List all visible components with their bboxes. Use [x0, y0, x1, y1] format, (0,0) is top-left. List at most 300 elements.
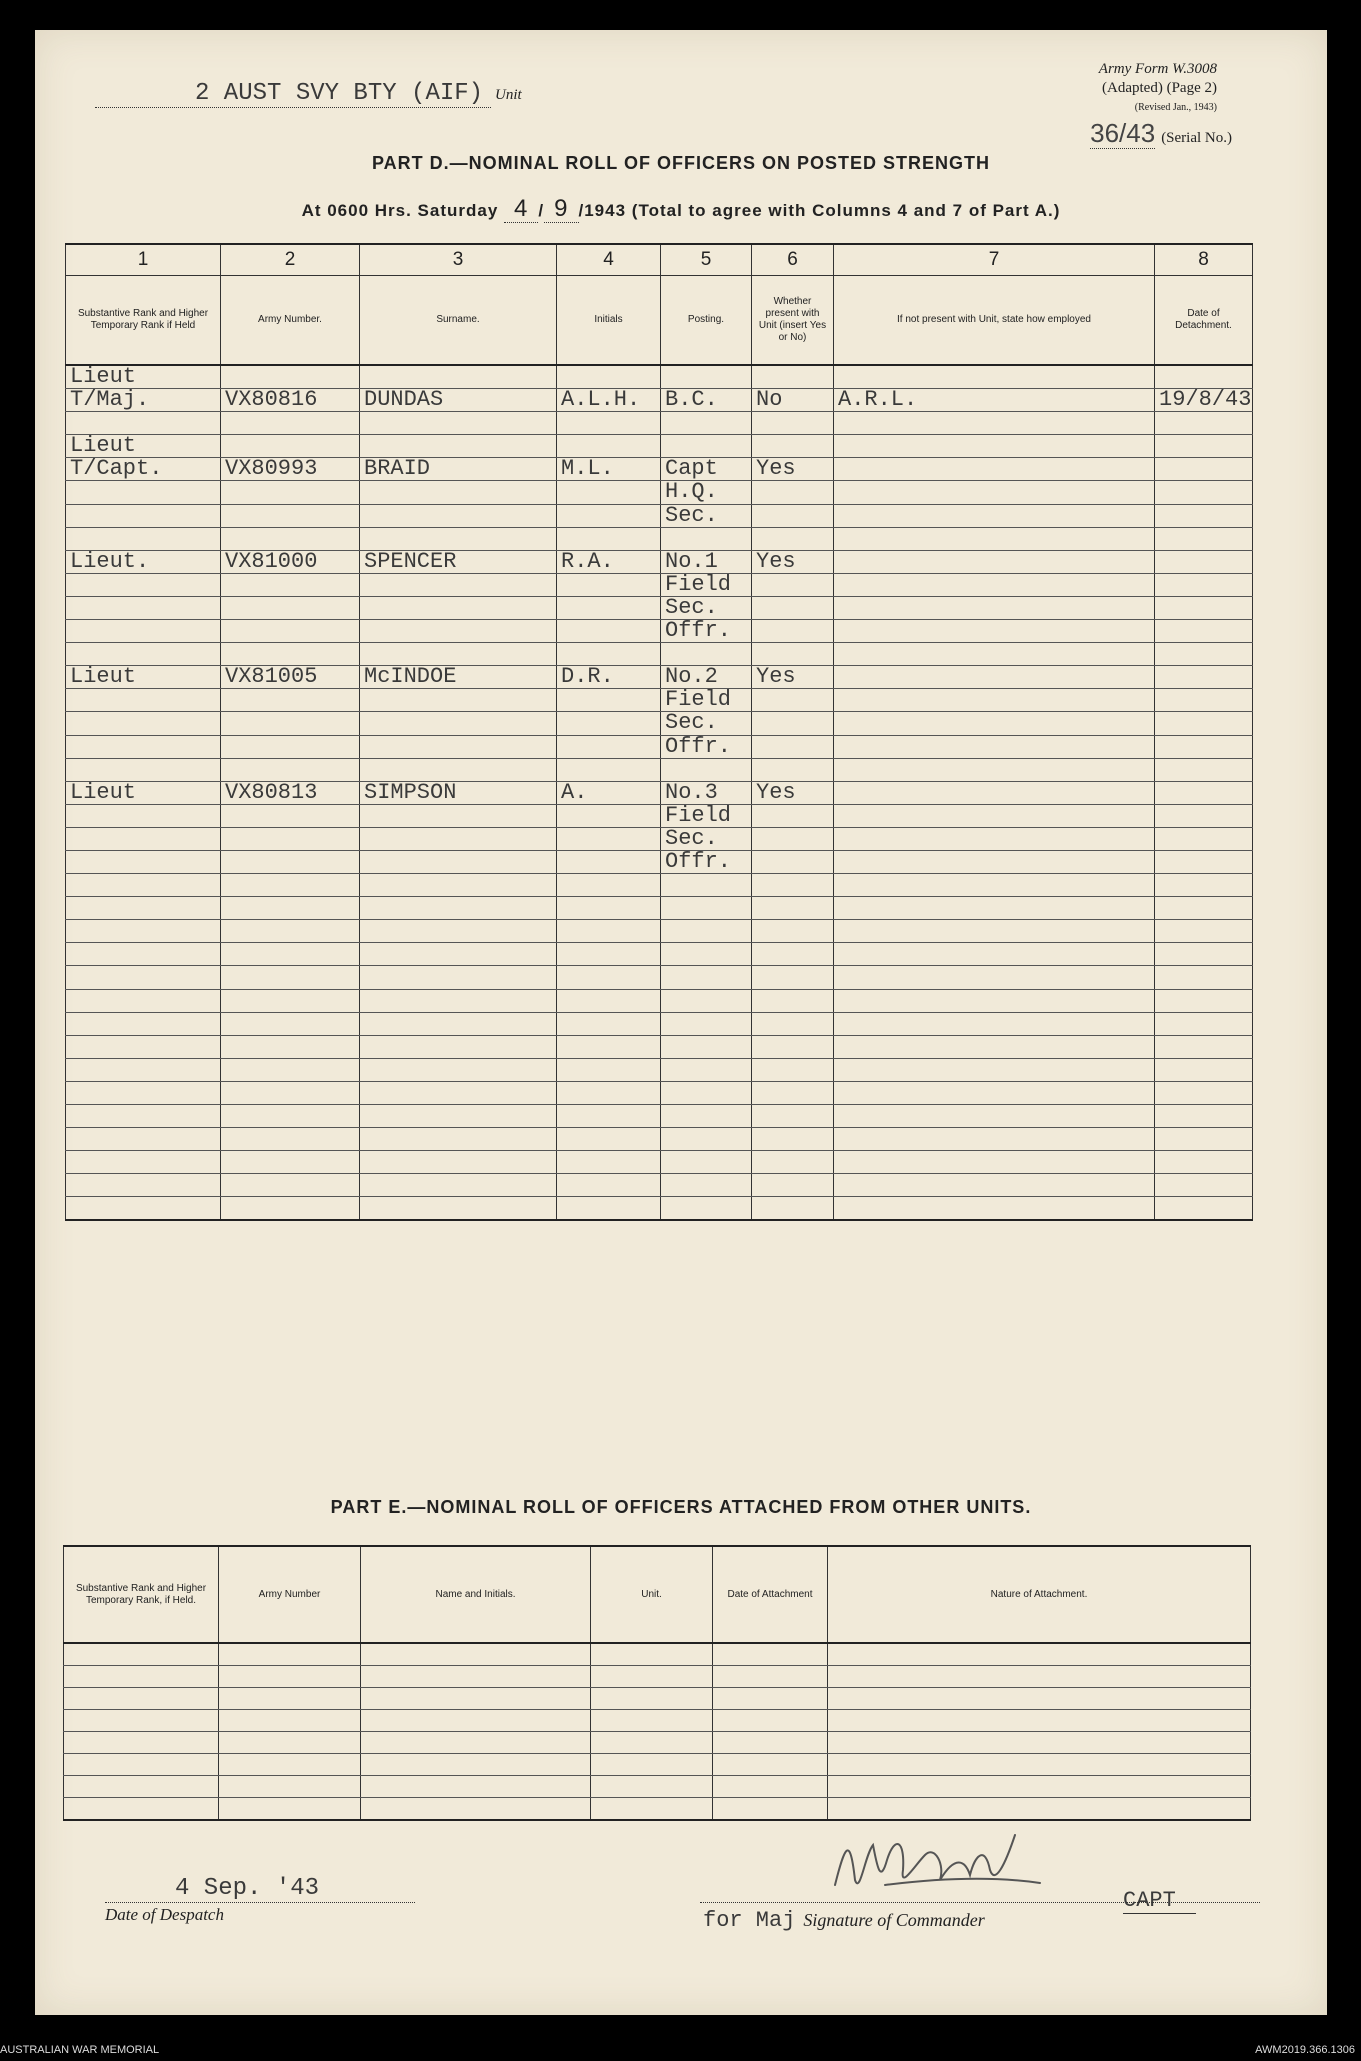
table-row	[66, 527, 1253, 550]
table-cell	[219, 1798, 361, 1821]
table-cell: Yes	[752, 458, 834, 481]
table-cell	[66, 1105, 221, 1128]
signature-label: Signature of Commander	[803, 1910, 985, 1930]
table-cell: VX81000	[221, 550, 360, 573]
table-cell	[591, 1666, 713, 1688]
table-cell	[360, 966, 557, 989]
serial-label: (Serial No.)	[1161, 130, 1232, 146]
table-cell	[752, 897, 834, 920]
table-cell	[834, 1197, 1155, 1221]
table-cell	[557, 504, 661, 527]
table-cell	[557, 943, 661, 966]
table-cell	[1155, 435, 1253, 458]
table-cell	[361, 1732, 591, 1754]
table-cell	[752, 1105, 834, 1128]
table-cell	[221, 596, 360, 619]
archive-tag: AUSTRALIAN WAR MEMORIAL	[0, 2044, 160, 2056]
table-cell: No	[752, 389, 834, 412]
table-cell	[221, 827, 360, 850]
table-cell	[221, 435, 360, 458]
table-cell	[557, 435, 661, 458]
table-cell	[1155, 365, 1253, 389]
table-cell	[221, 689, 360, 712]
table-cell	[360, 1151, 557, 1174]
table-cell	[66, 643, 221, 666]
table-cell: Lieut	[66, 365, 221, 389]
table-cell: Yes	[752, 666, 834, 689]
table-cell	[752, 758, 834, 781]
date-month: 9	[544, 195, 578, 223]
table-cell	[661, 989, 752, 1012]
column-number: 5	[661, 244, 752, 276]
table-row	[66, 874, 1253, 897]
table-cell	[1155, 1081, 1253, 1104]
table-cell	[752, 1151, 834, 1174]
table-cell	[591, 1710, 713, 1732]
army-form-reference	[1099, 60, 1217, 117]
table-cell	[360, 435, 557, 458]
table-cell: R.A.	[557, 550, 661, 573]
table-cell	[1155, 989, 1253, 1012]
table-cell	[1155, 897, 1253, 920]
table-row	[66, 1174, 1253, 1197]
table-cell	[834, 1174, 1155, 1197]
table-cell	[221, 1197, 360, 1221]
table-cell: Lieut	[66, 666, 221, 689]
table-cell	[221, 643, 360, 666]
table-cell: SIMPSON	[360, 781, 557, 804]
table-cell	[834, 874, 1155, 897]
table-cell	[66, 850, 221, 873]
table-cell	[1155, 550, 1253, 573]
table-row	[66, 735, 1253, 758]
table-row	[64, 1688, 1251, 1710]
table-cell	[360, 850, 557, 873]
table-cell	[360, 1197, 557, 1221]
table-row	[66, 966, 1253, 989]
at-prefix: At 0600 Hrs. Saturday	[301, 201, 499, 220]
table-cell	[828, 1732, 1251, 1754]
table-cell	[66, 1151, 221, 1174]
table-cell	[591, 1688, 713, 1710]
table-cell	[752, 989, 834, 1012]
table-cell	[752, 527, 834, 550]
table-cell	[834, 504, 1155, 527]
table-row	[66, 573, 1253, 596]
commander-rank: CAPT	[1123, 1888, 1196, 1914]
table-cell	[1155, 666, 1253, 689]
table-cell	[66, 897, 221, 920]
column-header: Unit.	[591, 1546, 713, 1643]
table-cell	[834, 897, 1155, 920]
table-cell	[557, 1035, 661, 1058]
table-cell: Yes	[752, 781, 834, 804]
column-header: Surname.	[360, 276, 557, 366]
serial-value: 36/43	[1090, 118, 1156, 148]
table-cell	[66, 966, 221, 989]
table-row	[66, 412, 1253, 435]
table-cell	[557, 758, 661, 781]
table-cell	[360, 874, 557, 897]
table-cell	[713, 1754, 828, 1776]
column-number: 6	[752, 244, 834, 276]
table-cell	[752, 1197, 834, 1221]
table-cell	[360, 1128, 557, 1151]
table-cell	[557, 689, 661, 712]
table-cell	[557, 1151, 661, 1174]
table-cell	[752, 827, 834, 850]
table-cell	[752, 712, 834, 735]
table-row	[66, 943, 1253, 966]
table-cell: McINDOE	[360, 666, 557, 689]
table-cell	[1155, 1035, 1253, 1058]
part-e-table	[63, 1545, 1251, 1821]
date-year: /1943	[578, 201, 627, 220]
table-cell	[1155, 1151, 1253, 1174]
table-cell	[661, 412, 752, 435]
table-cell	[661, 758, 752, 781]
table-cell	[834, 1035, 1155, 1058]
table-cell	[828, 1776, 1251, 1798]
table-cell	[361, 1754, 591, 1776]
table-cell	[752, 874, 834, 897]
archive-id: AWM2019.366.1306	[1255, 2044, 1355, 2056]
table-cell	[752, 735, 834, 758]
table-cell	[557, 1081, 661, 1104]
table-cell	[64, 1666, 219, 1688]
table-cell	[221, 1012, 360, 1035]
table-cell	[1155, 781, 1253, 804]
table-cell	[752, 920, 834, 943]
table-cell	[221, 920, 360, 943]
table-row	[66, 1035, 1253, 1058]
table-cell	[557, 874, 661, 897]
table-cell	[1155, 527, 1253, 550]
table-cell	[64, 1732, 219, 1754]
table-row	[64, 1776, 1251, 1798]
table-cell	[752, 620, 834, 643]
table-cell	[661, 874, 752, 897]
table-cell	[752, 412, 834, 435]
table-cell	[66, 989, 221, 1012]
table-cell	[661, 897, 752, 920]
table-cell	[557, 527, 661, 550]
part-d-table	[65, 243, 1253, 1221]
table-cell	[1155, 573, 1253, 596]
table-cell	[713, 1643, 828, 1666]
table-cell: Offr.	[661, 850, 752, 873]
table-cell	[834, 827, 1155, 850]
table-cell	[591, 1732, 713, 1754]
table-cell	[557, 1128, 661, 1151]
table-cell	[834, 758, 1155, 781]
table-cell	[360, 481, 557, 504]
table-cell	[752, 966, 834, 989]
table-cell	[1155, 735, 1253, 758]
table-cell	[360, 1012, 557, 1035]
table-cell	[834, 943, 1155, 966]
table-cell	[221, 527, 360, 550]
for-text: for Maj	[703, 1908, 796, 1933]
table-cell	[557, 989, 661, 1012]
table-cell	[361, 1666, 591, 1688]
table-cell	[360, 596, 557, 619]
despatch-block	[105, 1875, 415, 1925]
table-cell	[66, 1035, 221, 1058]
column-header: Posting.	[661, 276, 752, 366]
table-cell	[557, 1058, 661, 1081]
table-row	[66, 989, 1253, 1012]
column-header: Army Number.	[221, 276, 360, 366]
table-cell	[591, 1776, 713, 1798]
table-row	[64, 1666, 1251, 1688]
table-cell	[219, 1643, 361, 1666]
column-header: If not present with Unit, state how employed	[834, 276, 1155, 366]
table-cell	[361, 1643, 591, 1666]
table-row	[66, 481, 1253, 504]
table-cell	[66, 1197, 221, 1221]
table-cell	[661, 1197, 752, 1221]
table-cell	[752, 481, 834, 504]
table-cell	[221, 1035, 360, 1058]
table-cell	[828, 1710, 1251, 1732]
table-cell	[713, 1710, 828, 1732]
table-cell	[1155, 712, 1253, 735]
column-number: 2	[221, 244, 360, 276]
table-cell	[834, 550, 1155, 573]
table-cell	[557, 643, 661, 666]
table-cell	[752, 1035, 834, 1058]
table-cell	[1155, 758, 1253, 781]
table-cell: No.3	[661, 781, 752, 804]
table-cell	[834, 966, 1155, 989]
table-cell	[661, 1012, 752, 1035]
table-cell: A.L.H.	[557, 389, 661, 412]
table-cell	[221, 365, 360, 389]
form-revised: (Revised Jan., 1943)	[1134, 102, 1217, 113]
table-cell	[360, 758, 557, 781]
serial-number	[1090, 118, 1232, 149]
table-cell	[221, 966, 360, 989]
table-cell: M.L.	[557, 458, 661, 481]
table-row	[64, 1643, 1251, 1666]
table-cell: Sec.	[661, 504, 752, 527]
table-row	[66, 1151, 1253, 1174]
table-cell	[64, 1776, 219, 1798]
table-cell	[661, 1058, 752, 1081]
table-cell: T/Capt.	[66, 458, 221, 481]
table-cell: VX80993	[221, 458, 360, 481]
table-cell	[834, 1128, 1155, 1151]
table-cell	[221, 1174, 360, 1197]
column-header: Substantive Rank and Higher Temporary Rank if Held	[66, 276, 221, 366]
table-row	[66, 666, 1253, 689]
table-cell	[752, 943, 834, 966]
table-cell	[1155, 689, 1253, 712]
column-number: 1	[66, 244, 221, 276]
table-cell	[1155, 643, 1253, 666]
table-cell	[1155, 1058, 1253, 1081]
table-cell	[66, 504, 221, 527]
table-cell	[360, 920, 557, 943]
table-cell	[828, 1688, 1251, 1710]
table-cell	[66, 758, 221, 781]
table-cell: Sec.	[661, 596, 752, 619]
table-cell: SPENCER	[360, 550, 557, 573]
column-number: 4	[557, 244, 661, 276]
column-header: Whether present with Unit (insert Yes or No)	[752, 276, 834, 366]
table-row	[66, 458, 1253, 481]
table-cell	[1155, 596, 1253, 619]
column-header: Army Number	[219, 1546, 361, 1643]
table-cell	[834, 1151, 1155, 1174]
table-cell	[834, 458, 1155, 481]
table-cell	[360, 620, 557, 643]
table-cell	[591, 1643, 713, 1666]
table-cell: VX80813	[221, 781, 360, 804]
table-cell	[64, 1688, 219, 1710]
despatch-date: 4 Sep. '43	[105, 1875, 415, 1903]
table-cell: Offr.	[661, 735, 752, 758]
table-cell	[834, 435, 1155, 458]
table-cell	[834, 620, 1155, 643]
table-cell	[834, 596, 1155, 619]
table-cell	[834, 666, 1155, 689]
table-cell	[219, 1754, 361, 1776]
signature-block	[703, 1908, 985, 1933]
table-cell	[661, 1174, 752, 1197]
table-cell	[557, 735, 661, 758]
part-d-title: PART D.—NOMINAL ROLL OF OFFICERS ON POSTED STRENGTH	[371, 153, 990, 173]
table-cell: H.Q.	[661, 481, 752, 504]
table-cell	[1155, 1174, 1253, 1197]
column-number: 7	[834, 244, 1155, 276]
table-cell	[713, 1666, 828, 1688]
table-cell	[219, 1710, 361, 1732]
table-cell: Capt	[661, 458, 752, 481]
table-row	[66, 804, 1253, 827]
table-row	[66, 712, 1253, 735]
table-cell	[360, 943, 557, 966]
form-number: Army Form W.3008	[1098, 61, 1217, 77]
table-cell	[219, 1776, 361, 1798]
table-cell	[66, 1012, 221, 1035]
table-cell	[834, 735, 1155, 758]
table-cell: Yes	[752, 550, 834, 573]
table-cell: Field	[661, 689, 752, 712]
table-cell	[66, 620, 221, 643]
unit-label: Unit	[495, 87, 522, 103]
column-number: 3	[360, 244, 557, 276]
table-row	[64, 1710, 1251, 1732]
table-cell	[66, 1081, 221, 1104]
table-cell: Field	[661, 573, 752, 596]
table-row	[66, 643, 1253, 666]
table-cell	[66, 481, 221, 504]
table-cell	[221, 504, 360, 527]
table-cell	[1155, 804, 1253, 827]
table-cell	[1155, 1012, 1253, 1035]
table-cell	[360, 412, 557, 435]
total-note: (Total to agree with Columns 4 and 7 of Part A.)	[631, 201, 1061, 220]
table-cell	[661, 527, 752, 550]
table-row	[66, 1105, 1253, 1128]
table-cell	[221, 1081, 360, 1104]
table-cell	[360, 1081, 557, 1104]
table-cell	[557, 481, 661, 504]
table-cell	[1155, 850, 1253, 873]
table-cell	[219, 1688, 361, 1710]
column-header: Nature of Attachment.	[828, 1546, 1251, 1643]
table-cell	[752, 1058, 834, 1081]
table-cell	[221, 573, 360, 596]
table-row	[66, 550, 1253, 573]
column-header: Date of Attachment	[713, 1546, 828, 1643]
table-cell	[557, 412, 661, 435]
table-cell	[834, 989, 1155, 1012]
table-cell	[360, 827, 557, 850]
table-cell: DUNDAS	[360, 389, 557, 412]
table-row	[66, 1128, 1253, 1151]
table-cell	[557, 1197, 661, 1221]
table-cell	[66, 412, 221, 435]
table-cell	[64, 1643, 219, 1666]
table-cell	[713, 1688, 828, 1710]
table-cell	[834, 365, 1155, 389]
table-cell	[360, 689, 557, 712]
form-adapted: (Adapted) (Page 2)	[1102, 80, 1217, 96]
table-cell	[361, 1688, 591, 1710]
table-cell	[661, 1151, 752, 1174]
column-header: Name and Initials.	[361, 1546, 591, 1643]
table-cell	[752, 1174, 834, 1197]
despatch-label: Date of Despatch	[105, 1905, 224, 1924]
table-cell: VX81005	[221, 666, 360, 689]
table-cell	[661, 1128, 752, 1151]
table-cell	[360, 897, 557, 920]
table-cell	[661, 920, 752, 943]
table-cell	[557, 1105, 661, 1128]
table-cell	[752, 850, 834, 873]
table-cell	[1155, 874, 1253, 897]
table-cell: A.R.L.	[834, 389, 1155, 412]
table-row	[66, 365, 1253, 389]
table-cell	[360, 989, 557, 1012]
table-cell: BRAID	[360, 458, 557, 481]
table-cell	[828, 1754, 1251, 1776]
table-cell	[828, 1666, 1251, 1688]
table-cell	[752, 435, 834, 458]
table-cell	[221, 412, 360, 435]
date-day: 4	[504, 195, 538, 223]
table-cell	[360, 1105, 557, 1128]
table-cell	[834, 412, 1155, 435]
table-cell	[66, 943, 221, 966]
table-cell	[219, 1732, 361, 1754]
table-cell	[66, 920, 221, 943]
table-row	[64, 1732, 1251, 1754]
table-cell: Offr.	[661, 620, 752, 643]
table-cell	[361, 1710, 591, 1732]
table-cell	[64, 1710, 219, 1732]
column-header: Date of Detachment.	[1155, 276, 1253, 366]
table-cell	[834, 781, 1155, 804]
table-cell: 19/8/43	[1155, 389, 1253, 412]
table-row	[66, 504, 1253, 527]
table-cell	[360, 712, 557, 735]
table-cell	[557, 920, 661, 943]
table-cell	[1155, 1197, 1253, 1221]
